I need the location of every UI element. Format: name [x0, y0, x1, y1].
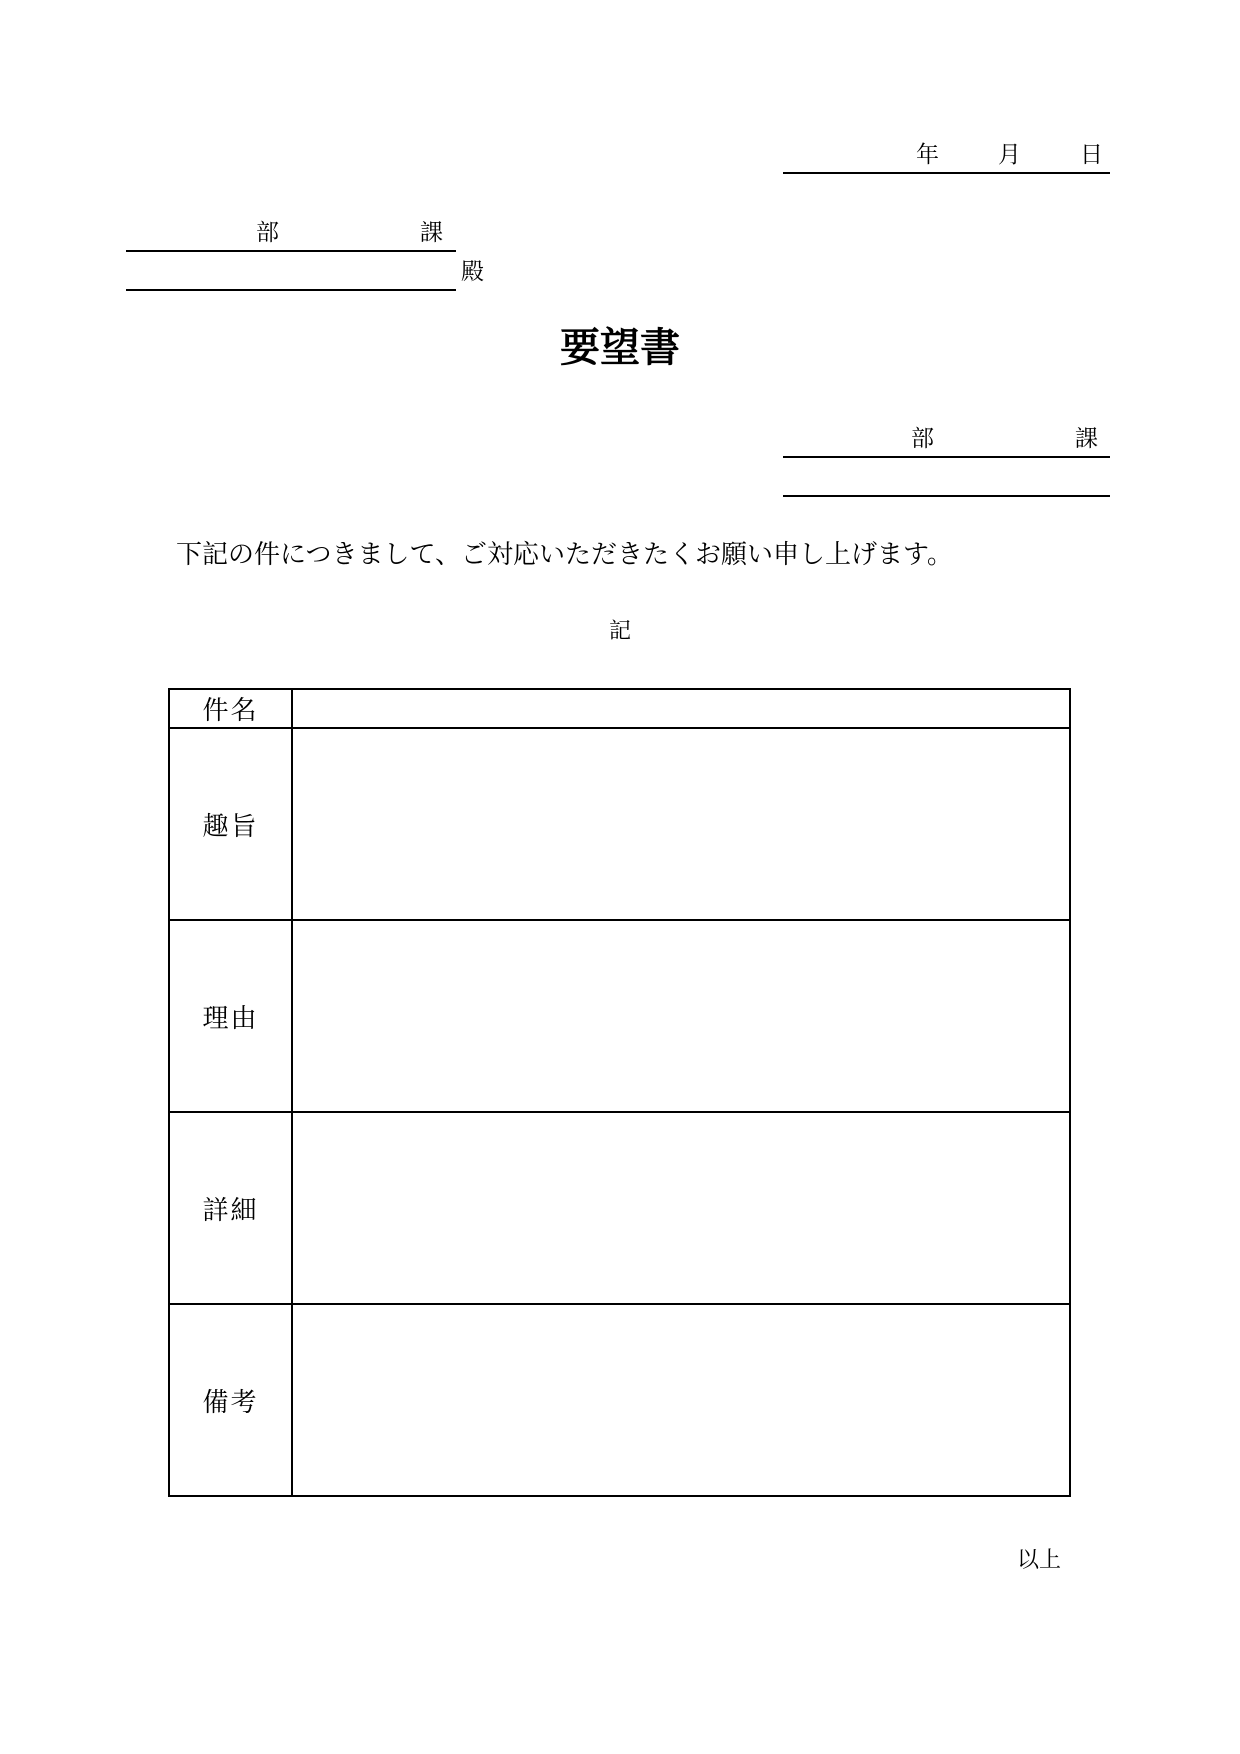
- recipient-department-label: 部: [256, 220, 279, 246]
- table-row-subject: [169, 689, 1070, 728]
- recipient-honorific: 殿: [461, 259, 484, 285]
- request-sentence: 下記の件につきまして、ご対応いただきたくお願い申し上げます。: [176, 540, 953, 570]
- date-underline: [783, 172, 1110, 174]
- sender-department-underline: [783, 456, 1110, 458]
- recipient-name-underline: [126, 289, 456, 291]
- purpose-label: 趣旨: [169, 728, 292, 920]
- table-row-purpose: [169, 728, 1070, 920]
- date-day-label: 日: [1080, 142, 1103, 168]
- ki-marker: 記: [608, 619, 631, 644]
- reason-label: 理由: [169, 920, 292, 1112]
- document-title: 要望書: [560, 325, 680, 371]
- request-table: [168, 688, 1071, 1497]
- remarks-field[interactable]: [292, 1304, 1070, 1496]
- details-field[interactable]: [292, 1112, 1070, 1304]
- date-month-label: 月: [998, 142, 1021, 168]
- remarks-label: 備考: [169, 1304, 292, 1496]
- details-label: 詳細: [169, 1112, 292, 1304]
- closing-text: 以上: [1017, 1548, 1062, 1573]
- date-year-label: 年: [916, 142, 939, 168]
- sender-name-underline: [783, 495, 1110, 497]
- recipient-department-underline: [126, 250, 456, 252]
- table-row-remarks: [169, 1304, 1070, 1496]
- table-row-reason: [169, 920, 1070, 1112]
- table-row-details: [169, 1112, 1070, 1304]
- purpose-field[interactable]: [292, 728, 1070, 920]
- sender-department-label: 部: [911, 426, 934, 452]
- subject-field[interactable]: [292, 689, 1070, 728]
- sender-section-label: 課: [1075, 426, 1098, 452]
- subject-label: 件名: [169, 689, 292, 728]
- recipient-section-label: 課: [420, 220, 443, 246]
- reason-field[interactable]: [292, 920, 1070, 1112]
